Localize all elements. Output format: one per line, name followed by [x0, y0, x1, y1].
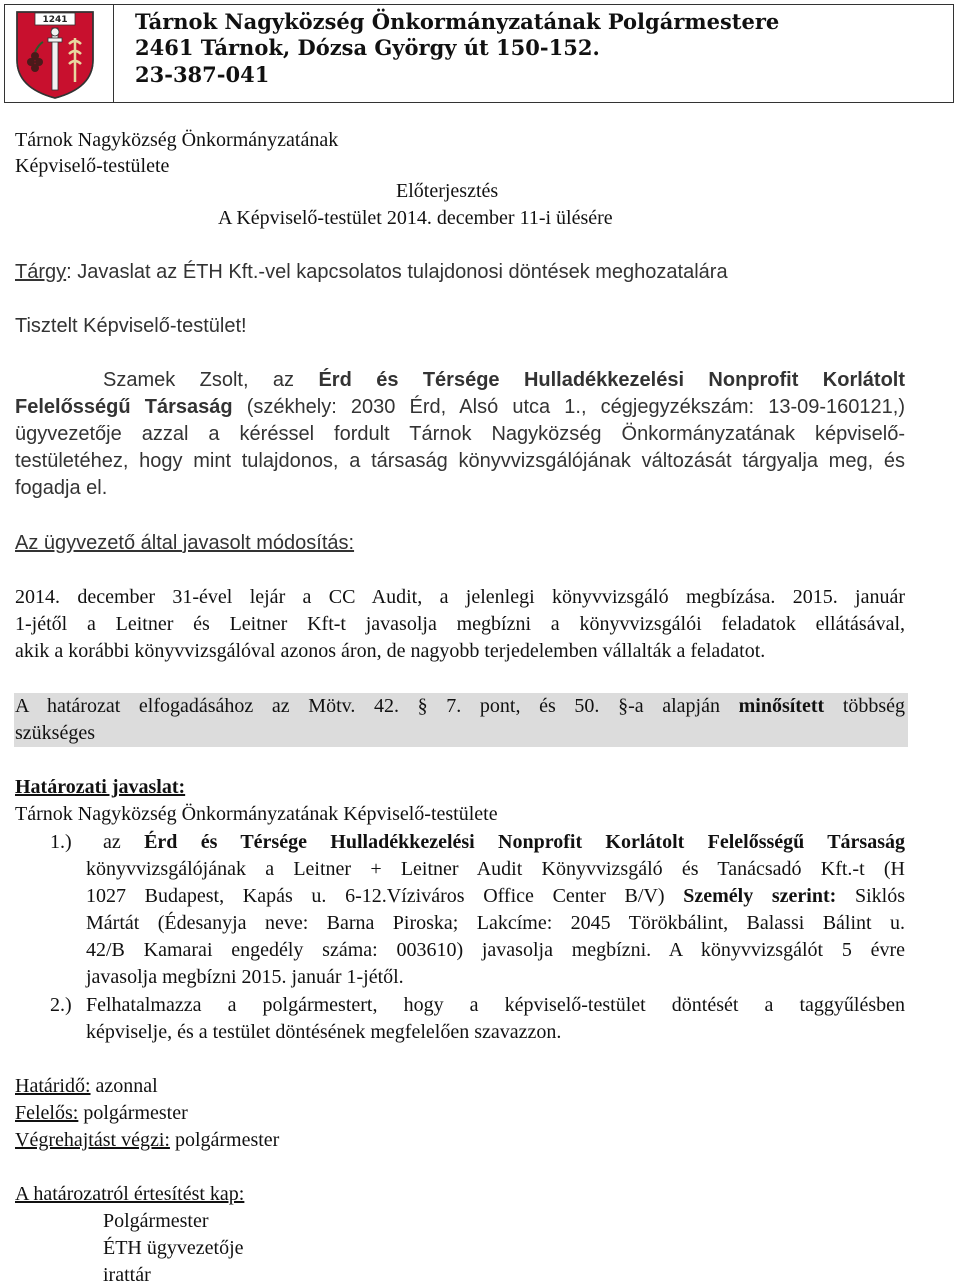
- intro-line3: ügyvezetője azzal a kéréssel fordult Tárnok Nagyközség Önkormányzatának képviselő-: [15, 423, 905, 445]
- deadline-line: Határidő: azonnal: [15, 1075, 158, 1097]
- salutation: Tisztelt Képviselő-testület!: [15, 315, 247, 337]
- coat-of-arms-icon: [13, 8, 97, 100]
- item1-line6: javasolja megbízni 2015. január 1-jétől.: [86, 966, 404, 988]
- doc-title: Előterjesztés: [396, 180, 499, 202]
- resolution-heading: Határozati javaslat:: [15, 776, 186, 798]
- letterhead-address: 2461 Tárnok, Dózsa György út 150-152.: [135, 35, 600, 60]
- subject-line: [15, 259, 728, 285]
- item2-number: 2.): [50, 994, 72, 1016]
- item2-line1: Felhatalmazza a polgármestert, hogy a képviselő-testület döntését a taggyűlésben: [86, 994, 905, 1016]
- intro-line1: Szamek Zsolt, az Érd és Térsége Hulladékkezelési Nonprofit Korlátolt: [103, 369, 906, 391]
- addressee-line1: Tárnok Nagyközség Önkormányzatának: [15, 129, 339, 151]
- item1-line5: 42/B Kamarai engedély száma: 003610) javasolja megbízni. A könyvvizsgálót 5 évre: [86, 939, 905, 961]
- subject-label: Tárgy: [15, 261, 67, 283]
- intro-line4: testületéhez, hogy mint tulajdonos, a társaság könyvvizsgálójának változását tárgyalja meg, és: [15, 450, 905, 472]
- item1-number: 1.): [50, 831, 72, 853]
- letterhead: [4, 4, 954, 103]
- intro-line2: Felelősségű Társaság (székhely: 2030 Érd, Alsó utca 1., cégjegyzékszám: 13-09-160121,): [15, 396, 905, 418]
- item1-line2: könyvvizsgálójának a Leitner + Leitner Audit Könyvvizsgáló és Tanácsadó Kft.-t (H: [86, 858, 905, 880]
- majority-line1: A határozat elfogadásához az Mötv. 42. § 7. pont, és 50. §-a alapján minősített többség: [15, 695, 906, 717]
- meeting-line: A Képviselő-testület 2014. december 11-i ülésére: [218, 207, 613, 229]
- majority-line2: szükséges: [15, 722, 95, 744]
- responsible-line: Felelős: polgármester: [15, 1102, 188, 1124]
- subject-text: : Javaslat az ÉTH Kft.-vel kapcsolatos tulajdonosi döntések meghozatalára: [66, 261, 728, 283]
- proposal-line1: 2014. december 31-ével lejár a CC Audit, a jelenlegi könyvvizsgáló megbízása. 2015. január: [15, 586, 905, 608]
- crest-year: 1241: [42, 15, 68, 25]
- proposal-line3: akik a korábbi könyvvizsgálóval azonos áron, de nagyobb terjedelemben vállalták a feladatot.: [15, 640, 766, 662]
- notify-item: irattár: [103, 1264, 151, 1286]
- crest-cell: [5, 5, 114, 102]
- notify-heading: A határozatról értesítést kap:: [15, 1183, 245, 1205]
- notify-item: Polgármester: [103, 1210, 209, 1232]
- executor-line: Végrehajtást végzi: polgármester: [15, 1129, 280, 1151]
- proposal-line2: 1-jétől a Leitner és Leitner Kft-t javasolja megbízni a könyvvizsgálói feladatok ellátásával,: [15, 613, 905, 635]
- item2-line2: képviselje, és a testület döntésének megfelelően szavazzon.: [86, 1021, 562, 1043]
- resolution-body: Tárnok Nagyközség Önkormányzatának Képviselő-testülete: [15, 803, 498, 825]
- item1-line3: 1027 Budapest, Kapás u. 6-12.Víziváros Office Center B/V) Személy szerint: Siklós: [86, 885, 905, 907]
- letterhead-title: Tárnok Nagyközség Önkormányzatának Polgármestere: [135, 9, 780, 34]
- addressee-line2: Képviselő-testülete: [15, 155, 170, 177]
- item1-line4: Mártát (Édesanyja neve: Barna Piroska; Lakcíme: 2045 Törökbálint, Balassi Bálint u.: [86, 912, 905, 934]
- notify-item: ÉTH ügyvezetője: [103, 1237, 244, 1259]
- intro-line5: fogadja el.: [15, 477, 108, 499]
- item1-line1: az Érd és Térsége Hulladékkezelési Nonprofit Korlátolt Felelősségű Társaság: [103, 831, 905, 853]
- proposal-heading: Az ügyvezető által javasolt módosítás:: [15, 532, 355, 554]
- letterhead-phone: 23-387-041: [135, 62, 270, 87]
